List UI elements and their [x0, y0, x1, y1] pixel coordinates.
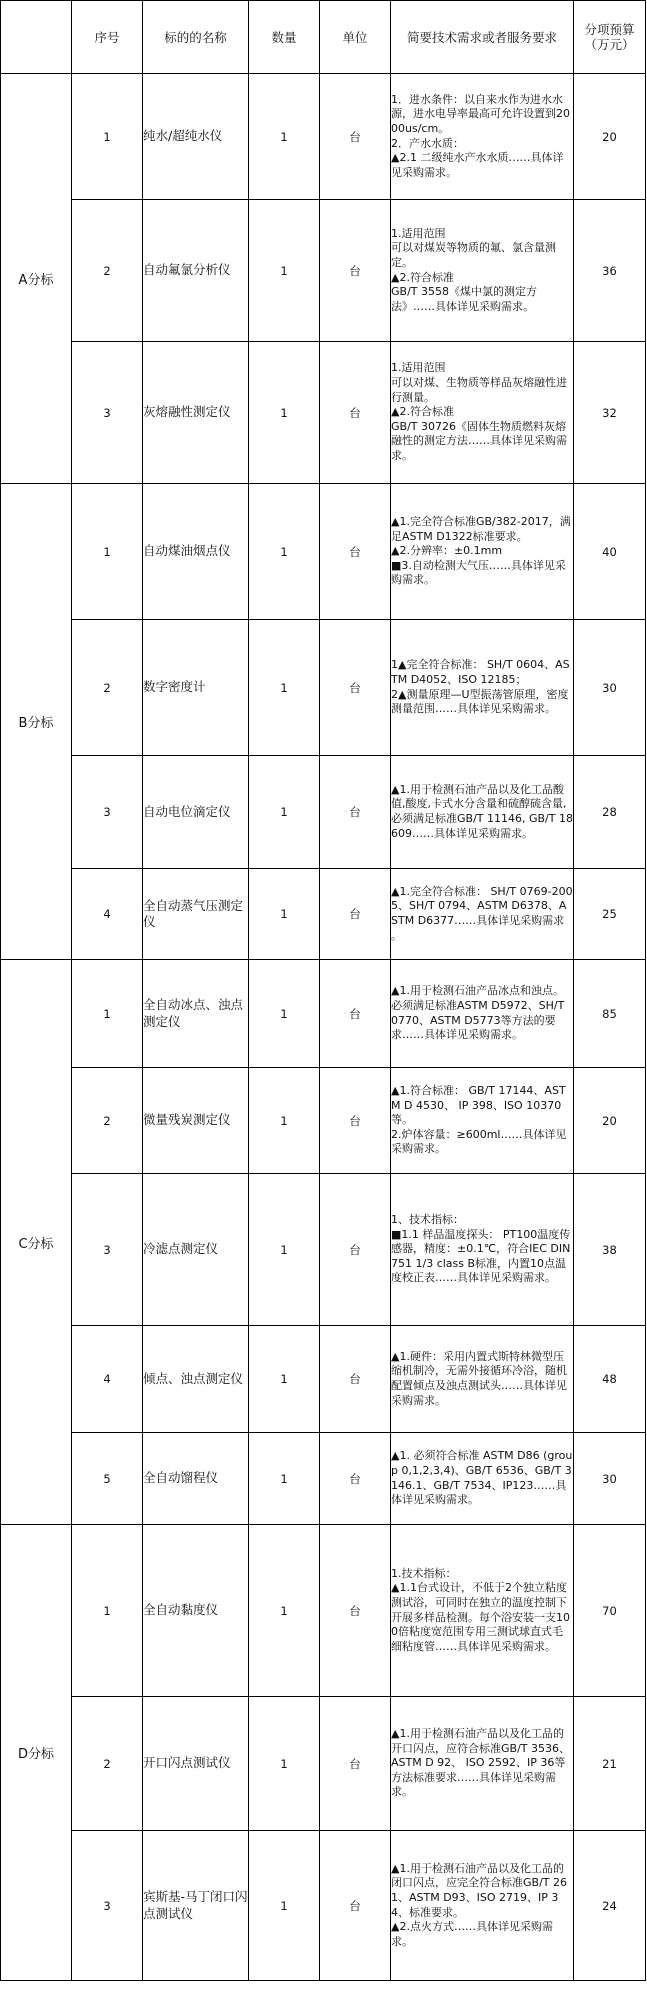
item-quantity: 1 [249, 200, 320, 342]
item-requirements: ▲1.完全符合标准GB/382-2017，满足ASTM D1322标准要求。 ▲2.分辨率：±0.1mm ■3.自动检测大气压……具体详见采购需求。 [391, 484, 574, 620]
row-number: 1 [72, 484, 143, 620]
item-unit: 台 [320, 342, 391, 484]
item-budget: 40 [574, 484, 646, 620]
item-name: 全自动蒸气压测定仪 [143, 869, 249, 960]
item-quantity: 1 [249, 74, 320, 200]
item-quantity: 1 [249, 484, 320, 620]
item-budget: 85 [574, 960, 646, 1068]
header-unit: 单位 [320, 1, 391, 74]
table-row [1, 620, 646, 756]
item-requirements: ▲1.用于检测石油产品冰点和浊点。必须满足标准ASTM D5972、SH/T 0770、ASTM D5773等方法的要求……具体详见采购需求。 [391, 960, 574, 1068]
item-name: 灰熔融性测定仪 [143, 342, 249, 484]
row-number: 1 [72, 74, 143, 200]
table-row [1, 200, 646, 342]
item-quantity: 1 [249, 342, 320, 484]
row-number: 2 [72, 620, 143, 756]
table-row [1, 1174, 646, 1326]
item-requirements: 1、技术指标： ■1.1 样品温度探头： PT100温度传感器，精度：±0.1℃，符合IEC DIN 751 1/3 class B标准，内置10点温度校正表……具体详见采购需求。 [391, 1174, 574, 1326]
item-requirements: 1.适用范围 可以对煤、生物质等样品灰熔融性进行测量。 ▲2.符合标准 GB/T 30726《固体生物质燃料灰熔融性的测定方法……具体详见采购需求。 [391, 342, 574, 484]
item-unit: 台 [320, 756, 391, 869]
item-budget: 70 [574, 1525, 646, 1697]
item-name: 倾点、浊点测定仪 [143, 1326, 249, 1433]
item-requirements: ▲1.用于检测石油产品以及化工品酸值,酸度,卡式水分含量和硫醇硫含量,必须满足标准GB/T 11146, GB/T 18609……具体详见采购需求。 [391, 756, 574, 869]
item-unit: 台 [320, 1831, 391, 1981]
item-unit: 台 [320, 484, 391, 620]
group-label: D分标 [1, 1525, 72, 1981]
item-requirements: ▲1. 必须符合标准 ASTM D86 (group 0,1,2,3,4)、GB/T 6536、GB/T 3146.1、GB/T 7534、IP123……具体详见采购需求。 [391, 1433, 574, 1525]
item-name: 冷滤点测定仪 [143, 1174, 249, 1326]
item-name: 数字密度计 [143, 620, 249, 756]
item-quantity: 1 [249, 960, 320, 1068]
row-number: 3 [72, 342, 143, 484]
item-quantity: 1 [249, 1697, 320, 1831]
item-budget: 28 [574, 756, 646, 869]
item-name: 全自动馏程仪 [143, 1433, 249, 1525]
item-name: 宾斯基-马丁闭口闪点测试仪 [143, 1831, 249, 1981]
row-number: 5 [72, 1433, 143, 1525]
row-number: 1 [72, 1525, 143, 1697]
table-row [1, 342, 646, 484]
item-requirements: ▲1.完全符合标准： SH/T 0769-2005、SH/T 0794、ASTM D6378、ASTM D6377……具体详见采购需求 。 [391, 869, 574, 960]
table-row [1, 1525, 646, 1697]
row-number: 2 [72, 200, 143, 342]
item-name: 微量残炭测定仪 [143, 1068, 249, 1174]
header-name: 标的的名称 [143, 1, 249, 74]
item-quantity: 1 [249, 1174, 320, 1326]
item-name: 开口闪点测试仪 [143, 1697, 249, 1831]
header-row [1, 1, 646, 74]
table-row [1, 1433, 646, 1525]
item-name: 自动煤油烟点仪 [143, 484, 249, 620]
row-number: 3 [72, 1174, 143, 1326]
header-requirements: 简要技术需求或者服务要求 [391, 1, 574, 74]
item-unit: 台 [320, 869, 391, 960]
group-label: A分标 [1, 74, 72, 484]
item-name: 自动电位滴定仪 [143, 756, 249, 869]
table-row [1, 484, 646, 620]
item-unit: 台 [320, 620, 391, 756]
row-number: 4 [72, 1326, 143, 1433]
group-label: C分标 [1, 960, 72, 1525]
item-budget: 25 [574, 869, 646, 960]
table-row [1, 869, 646, 960]
item-quantity: 1 [249, 869, 320, 960]
item-unit: 台 [320, 74, 391, 200]
item-name: 纯水/超纯水仪 [143, 74, 249, 200]
header-group [1, 1, 72, 74]
row-number: 3 [72, 756, 143, 869]
item-requirements: ▲1.硬件：采用内置式斯特林微型压缩机制冷，无需外接循环冷浴，随机配置倾点及浊点测试头……具体详见采购需求。 [391, 1326, 574, 1433]
item-quantity: 1 [249, 1068, 320, 1174]
row-number: 1 [72, 960, 143, 1068]
table-row [1, 1068, 646, 1174]
item-unit: 台 [320, 1433, 391, 1525]
table-row [1, 1831, 646, 1981]
item-requirements: 1．进水条件：以自来水作为进水水源，进水电导率最高可允许设置到2000us/cm。 2．产水水质： ▲2.1 二级纯水产水水质……具体详见采购需求。 [391, 74, 574, 200]
row-number: 4 [72, 869, 143, 960]
row-number: 2 [72, 1068, 143, 1174]
item-budget: 20 [574, 74, 646, 200]
item-budget: 24 [574, 1831, 646, 1981]
item-unit: 台 [320, 1068, 391, 1174]
item-requirements: 1▲完全符合标准： SH/T 0604、ASTM D4052、ISO 12185； 2▲测量原理—U型振荡管原理，密度测量范围……具体详见采购需求。 [391, 620, 574, 756]
item-name: 全自动黏度仪 [143, 1525, 249, 1697]
item-budget: 48 [574, 1326, 646, 1433]
item-budget: 21 [574, 1697, 646, 1831]
table-row [1, 1697, 646, 1831]
item-requirements: 1.适用范围 可以对煤炭等物质的氟、氯含量测定。 ▲2.符合标准 GB/T 3558《煤中氯的测定方法》……具体详见采购需求。 [391, 200, 574, 342]
item-quantity: 1 [249, 756, 320, 869]
item-name: 全自动冰点、浊点测定仪 [143, 960, 249, 1068]
group-label: B分标 [1, 484, 72, 960]
item-requirements: ▲1.符合标准： GB/T 17144、ASTM D 4530、 IP 398、ISO 10370等。 2.炉体容量：≥600ml……具体详见采购需求。 [391, 1068, 574, 1174]
item-budget: 30 [574, 1433, 646, 1525]
header-qty: 数量 [249, 1, 320, 74]
item-requirements: ▲1.用于检测石油产品以及化工品的开口闪点，应符合标准GB/T 3536、ASTM D 92、 ISO 2592、IP 36等方法标准要求……具体详见采购需求。 [391, 1697, 574, 1831]
item-quantity: 1 [249, 1525, 320, 1697]
item-quantity: 1 [249, 620, 320, 756]
item-quantity: 1 [249, 1326, 320, 1433]
table-row [1, 1326, 646, 1433]
header-budget: 分项预算 （万元） [574, 1, 646, 74]
table-row [1, 960, 646, 1068]
item-quantity: 1 [249, 1433, 320, 1525]
item-unit: 台 [320, 1326, 391, 1433]
item-unit: 台 [320, 960, 391, 1068]
item-unit: 台 [320, 1174, 391, 1326]
item-name: 自动氟氯分析仪 [143, 200, 249, 342]
item-budget: 32 [574, 342, 646, 484]
item-quantity: 1 [249, 1831, 320, 1981]
header-no: 序号 [72, 1, 143, 74]
row-number: 2 [72, 1697, 143, 1831]
table-row [1, 756, 646, 869]
item-unit: 台 [320, 1697, 391, 1831]
item-unit: 台 [320, 1525, 391, 1697]
item-budget: 20 [574, 1068, 646, 1174]
item-budget: 30 [574, 620, 646, 756]
item-unit: 台 [320, 200, 391, 342]
row-number: 3 [72, 1831, 143, 1981]
item-requirements: 1.技术指标： ▲1.1台式设计，不低于2个独立粘度测试浴，可同时在独立的温度控制下开展多样品检测。每个浴安装一支100倍粘度宽范围专用三测试球直式毛细粘度管……具体详见采购需求。 [391, 1525, 574, 1697]
item-budget: 36 [574, 200, 646, 342]
item-budget: 38 [574, 1174, 646, 1326]
table-row [1, 74, 646, 200]
item-requirements: ▲1.用于检测石油产品以及化工品的闭口闪点，应完全符合标准GB/T 261、ASTM D93、ISO 2719、IP 34、标准要求。 ▲2.点火方式……具体详见采购需求。 [391, 1831, 574, 1981]
